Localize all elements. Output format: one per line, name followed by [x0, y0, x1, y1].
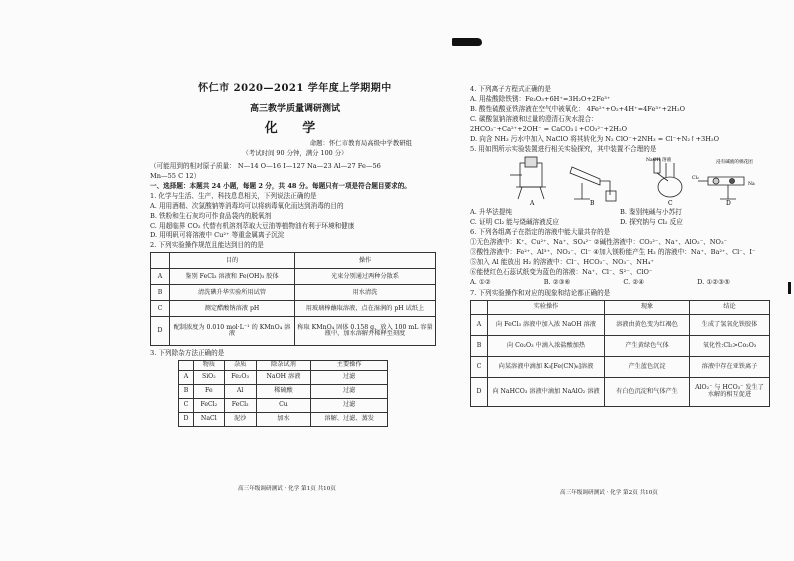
table-row	[179, 370, 388, 384]
table-row	[179, 412, 388, 426]
q5-stem: 5. 用如图所示实验装置进行相关实验探究，其中装置不合理的是	[470, 144, 657, 153]
q2-stem: 2. 下列实验操作规范且能达到目的的是	[150, 241, 264, 250]
q5-option-d: D. 探究钠与 Cl₂ 反应	[620, 218, 683, 227]
left-column	[150, 84, 440, 429]
q4-option-a: A. 用盐酸除铁锈：Fe₂O₃+6H⁺=3H₂O+2Fe³⁺	[470, 94, 611, 103]
fig-text-cl2: Cl₂	[692, 176, 699, 182]
table-cell: 用水清洗	[295, 285, 436, 301]
fig-text-naoh: NaOH 溶液	[646, 158, 672, 164]
q1-option-c: C. 用超临界 CO₂ 代替有机溶剂萃取大豆油等植物油有利于环境和健康	[150, 221, 355, 230]
atomic-masses-cont: Mn—55 C 12）	[150, 171, 201, 180]
table-row	[179, 384, 388, 398]
table-header: 目的	[170, 253, 295, 269]
table-cell: 过滤	[311, 370, 388, 384]
page-footer-right: 高三年级调研测试 · 化学 第2页 共10页	[560, 490, 658, 496]
fig-text-cotton: 浸有碱液的棉花团	[716, 160, 753, 166]
table-cell: Al	[224, 384, 256, 398]
q1-option-a: A. 用用酒精、次氯酸钠等消毒均可以将病毒氧化而达到消毒的目的	[150, 201, 344, 210]
table-cell: 泥沙	[224, 412, 256, 426]
q4-option-c-equation: 2HCO₃⁻+Ca²⁺+2OH⁻ = CaCO₃↓+CO₃²⁻+2H₂O	[470, 124, 628, 133]
table-cell: 氧化性:Cl₂>Co₂O₃	[690, 335, 770, 356]
table-row	[471, 356, 770, 377]
table-row	[179, 398, 388, 412]
table-cell: 向某溶液中滴加 K₃[Fe(CN)₆]溶液	[488, 356, 605, 377]
q7-stem: 7. 下列实验操作和对应的现象和结论都正确的是	[470, 288, 611, 297]
table-cell: A	[179, 370, 194, 384]
fig-label-b: B	[590, 200, 595, 208]
q2-table	[150, 252, 436, 346]
q5-option-b: B. 鉴别纯碱与小苏打	[620, 208, 682, 217]
q6-options	[470, 279, 730, 286]
q1-option-d: D. 用明矾可将溶液中 Cu²⁺ 等重金属离子沉淀	[150, 231, 285, 240]
table-cell: C	[179, 398, 194, 412]
fig-text-na: Na	[748, 182, 755, 188]
table-cell: AlO₂⁻ 与 HCO₃⁻ 发生了水解的相互促进	[690, 377, 770, 406]
table-cell: 溶解、过滤、蒸发	[311, 412, 388, 426]
table-cell: 向 NaHCO₃ 溶液中滴加 NaAlO₂ 溶液	[488, 377, 605, 406]
table-header: 主要操作	[311, 361, 388, 371]
q7-table	[470, 300, 770, 407]
table-header	[471, 300, 488, 314]
table-header	[179, 361, 194, 371]
apparatus-drawing	[470, 155, 770, 207]
table-cell: NaCl	[194, 412, 225, 426]
table-cell: 过滤	[311, 398, 388, 412]
table-cell: 鉴别 FeCl₃ 溶液和 Fe(OH)₃ 胶体	[170, 269, 295, 285]
apparatus-figure	[470, 155, 770, 207]
table-cell: 光束分别通过两种分散系	[295, 269, 436, 285]
exam-title: 怀仁市 2020—2021 学年度上学期期中	[198, 83, 392, 94]
right-column	[470, 86, 770, 410]
table-cell: FeCl₃	[224, 398, 256, 412]
q6-option-d: D. ①②③⑤	[697, 277, 730, 286]
table-row	[151, 269, 436, 285]
table-cell: NaOH 溶液	[256, 370, 311, 384]
q6-line-4: ⑥能使红色石蕊试纸变为蓝色的溶液：Na⁺、Cl⁻、S²⁻、ClO⁻	[470, 267, 653, 276]
time-line: （考试时间 90 分钟，满分 100 分）	[242, 149, 348, 158]
table-cell: 过滤	[311, 384, 388, 398]
q6-option-b: B. ②③⑥	[543, 277, 571, 286]
table-cell: 产生蓝色沉淀	[605, 356, 690, 377]
table-cell: 加水	[256, 412, 311, 426]
author-line: 命题：怀仁市教育局高级中学教研组	[309, 138, 412, 147]
scan-mark	[788, 282, 791, 294]
table-row	[471, 377, 770, 406]
table-row	[471, 335, 770, 356]
fig-label-c: C	[668, 200, 673, 208]
fig-label-d: D	[726, 200, 731, 208]
table-cell: C	[151, 301, 170, 317]
fig-label-a: A	[530, 200, 535, 208]
table-cell: 向 Co₂O₃ 中滴入浓盐酸加热	[488, 335, 605, 356]
table-cell: FeCl₂	[194, 398, 225, 412]
table-cell: D	[151, 317, 170, 346]
table-cell: B	[471, 335, 488, 356]
table-header: 杂质	[224, 361, 256, 371]
table-cell: 称取 KMnO₄ 固体 0.158 g，放入 100 mL 容量瓶中，加水溶解并稀释至刻度	[295, 317, 436, 346]
table-cell: 稀硫酸	[256, 384, 311, 398]
q6-line-3: ⑤加入 Al 能放出 H₂ 的溶液中：Cl⁻、HCO₃⁻、NO₃⁻、NH₄⁺	[470, 258, 654, 267]
table-cell: 用玻璃棒蘸取溶液，点在湿润的 pH 试纸上	[295, 301, 436, 317]
q5-option-a: A. 升华法提纯	[470, 208, 512, 217]
q3-stem: 3. 下列除杂方法正确的是	[150, 349, 225, 358]
table-row	[151, 285, 436, 301]
table-cell: Cu	[256, 398, 311, 412]
table-cell: 溶液由黄色变为红褐色	[605, 314, 690, 335]
table-cell: 有白色沉淀和气体产生	[605, 377, 690, 406]
q6-line-1: ①无色溶液中：K⁺、Cu²⁺、Na⁺、SO₄²⁻ ②碱性溶液中：CO₃²⁻、Na⁺、AlO₂⁻、NO₃⁻	[470, 238, 728, 247]
table-header: 现象	[605, 300, 690, 314]
q6-line-2: ③酸性溶液中：Fe²⁺、Al³⁺、NO₃⁻、Cl⁻ ④加入镁粉能产生 H₂ 的溶液中：Na⁺、Ba²⁺、Cl⁻、I⁻	[470, 248, 756, 257]
table-cell: D	[471, 377, 488, 406]
table-header: 结论	[690, 300, 770, 314]
q1-option-b: B. 铁粉和生石灰均可作食品袋内的脱氧剂	[150, 211, 272, 220]
q4-option-c: C. 碳酸氢钠溶液和过量的澄清石灰水混合：	[470, 114, 598, 123]
table-cell: 产生黄绿色气体	[605, 335, 690, 356]
atomic-masses: （可能用到的相对原子质量： N—14 O—16 I—127 Na—23 Al—27 Fe—56	[150, 162, 381, 171]
q5-options	[470, 209, 770, 229]
exam-subtitle: 高三教学质量调研测试	[249, 103, 340, 114]
table-cell: 测定醋酸钠溶液 pH	[170, 301, 295, 317]
q6-option-c: C. ②④	[623, 277, 645, 286]
q4-stem: 4. 下列离子方程式正确的是	[470, 85, 551, 93]
table-cell: B	[179, 384, 194, 398]
table-cell: C	[471, 356, 488, 377]
q5-option-c: C. 证明 Cl₂ 能与烧碱溶液反应	[470, 218, 559, 227]
table-header: 除杂试剂	[256, 361, 311, 371]
q3-table	[178, 360, 388, 427]
table-row	[151, 301, 436, 317]
table-cell: Fe₂O₃	[224, 370, 256, 384]
table-cell: 生成了氢氧化铁胶体	[690, 314, 770, 335]
table-cell: 向 FeCl₃ 溶液中加入浓 NaOH 溶液	[488, 314, 605, 335]
section-heading: 一、选择题：本题共 24 小题，每题 2 分，共 48 分。每题只有一项是符合题目要求的。	[150, 181, 411, 190]
q1-stem: 1. 化学与生活、生产、科技息息相关，下列说法正确的是	[150, 191, 317, 200]
table-cell: D	[179, 412, 194, 426]
table-header	[151, 253, 170, 269]
table-cell: 配制浓度为 0.010 mol·L⁻¹ 的 KMnO₄ 溶液	[170, 317, 295, 346]
table-cell: SiO₂	[194, 370, 225, 384]
table-header: 实验操作	[488, 300, 605, 314]
ink-smudge	[452, 38, 482, 46]
table-cell: A	[151, 269, 170, 285]
table-header: 物质	[194, 361, 225, 371]
table-row	[471, 314, 770, 335]
q4-option-b: B. 酸性硫酸亚铁溶液在空气中被氧化： 4Fe²⁺+O₂+4H⁺=4Fe³⁺+2H₂O	[470, 104, 686, 113]
q4-option-d: D. 向含 NH₃ 污水中加入 NaClO 将其转化为 N₂ ClO⁻+2NH₃ = Cl⁻+N₂↑+3H₂O	[470, 134, 720, 143]
q6-option-a: A. ①②	[470, 277, 491, 286]
table-cell: 溶液中存在亚铁离子	[690, 356, 770, 377]
table-cell: Fe	[194, 384, 225, 398]
q6-stem: 6. 下列各组离子在指定的溶液中能大量共存的是	[470, 228, 611, 237]
page-footer-left: 高三年级调研测试 · 化学 第1页 共10页	[238, 486, 336, 492]
subject-title: 化 学	[264, 120, 326, 136]
table-cell: 清洗碘升华实验所用试管	[170, 285, 295, 301]
table-header: 操作	[295, 253, 436, 269]
table-cell: B	[151, 285, 170, 301]
table-cell: A	[471, 314, 488, 335]
table-row	[151, 317, 436, 346]
